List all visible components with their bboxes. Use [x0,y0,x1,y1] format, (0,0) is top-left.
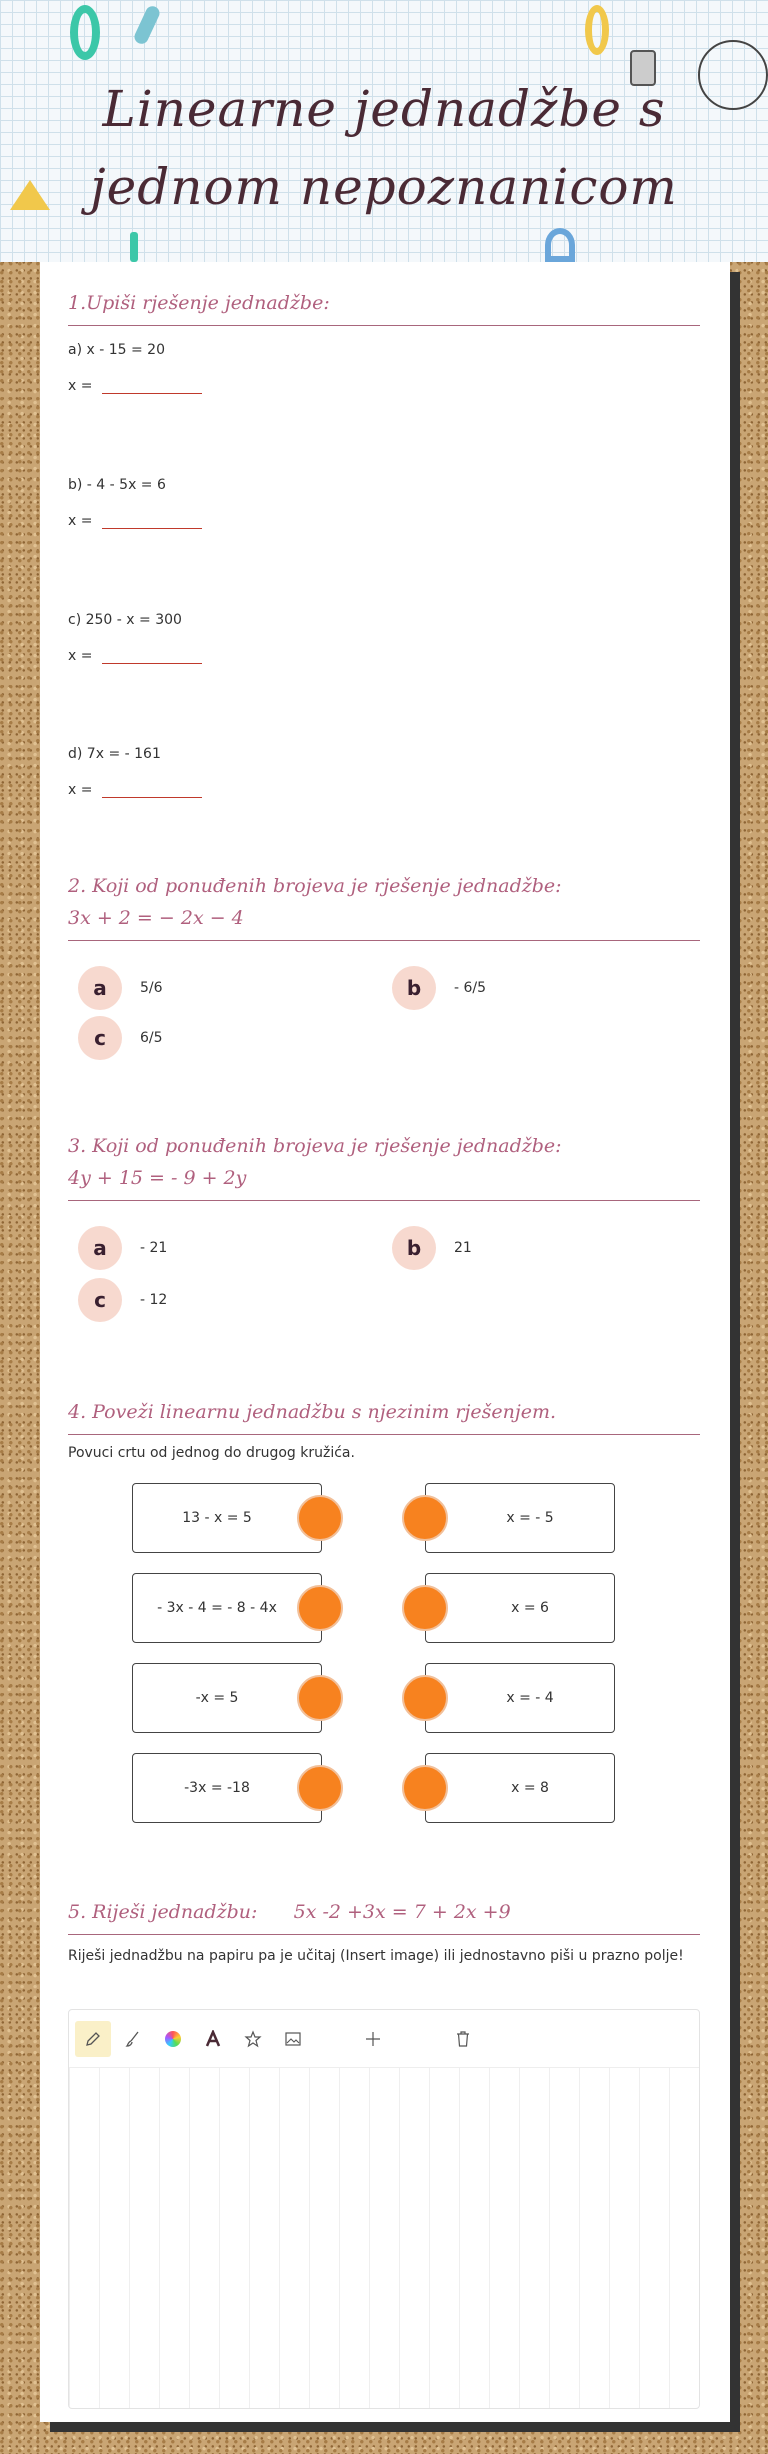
section-equation: 3x + 2 = − 2x − 4 [68,907,244,929]
section-title: 1.Upiši rješenje jednadžbe: [68,287,700,326]
match-text: - 3x - 4 = - 8 - 4x [157,1600,277,1616]
option-text: 21 [454,1240,472,1256]
answer-input[interactable] [102,784,202,798]
option-c[interactable] [78,1016,163,1060]
match-text: x = - 5 [506,1510,554,1526]
section-title: 3. Koji od ponuđenih brojeva je rješenje jednadžbe: [68,1135,562,1157]
option-badge: a [78,1226,122,1270]
answer-label: x = [68,782,93,798]
brush-icon[interactable] [115,2021,151,2057]
option-badge: b [392,1226,436,1270]
section-5 [68,1896,700,1967]
equation: b) - 4 - 5x = 6 [68,477,166,493]
section-3 [68,1130,700,1201]
section-title: 2. Koji od ponuđenih brojeva je rješenje jednadžbe: [68,875,562,897]
match-left-2 [132,1573,322,1643]
drawing-toolbar [69,2010,699,2068]
question-1a [68,342,700,394]
match-text: x = 6 [511,1600,549,1616]
match-text: x = 8 [511,1780,549,1796]
section-title: 5. Riješi jednadžbu: 5x -2 +3x = 7 + 2x +9 [68,1896,700,1935]
option-badge: c [78,1278,122,1322]
answer-label: x = [68,378,93,394]
text-icon[interactable] [195,2021,231,2057]
header-banner [0,0,768,262]
drawing-area[interactable] [68,2009,700,2409]
question-1c [68,612,700,664]
option-text: 6/5 [140,1030,163,1046]
option-b[interactable] [392,1226,472,1270]
section-1 [68,287,700,326]
option-a[interactable] [78,1226,167,1270]
trash-icon[interactable] [445,2021,481,2057]
match-text: -x = 5 [195,1690,239,1706]
option-b[interactable] [392,966,486,1010]
decorative-number-shape [130,232,138,262]
option-text: 5/6 [140,980,163,996]
equation: c) 250 - x = 300 [68,612,182,628]
section-4 [68,1396,700,1461]
question-1b [68,477,700,529]
match-left-1 [132,1483,322,1553]
equation: d) 7x = - 161 [68,746,161,762]
answer-label: x = [68,648,93,664]
star-icon[interactable] [235,2021,271,2057]
pencil-icon[interactable] [75,2021,111,2057]
title-line-1: Linearne jednadžbe s [102,80,666,138]
section-equation: 4y + 15 = - 9 + 2y [68,1167,247,1189]
decorative-number-shape [585,5,609,55]
answer-input[interactable] [102,380,202,394]
connector-dot-left[interactable] [297,1675,343,1721]
match-left-4 [132,1753,322,1823]
move-icon[interactable] [355,2021,391,2057]
connector-dot-right[interactable] [402,1765,448,1811]
title-line-2: jednom nepoznanicom [90,158,678,216]
connector-dot-right[interactable] [402,1495,448,1541]
section-title: 4. Poveži linearnu jednadžbu s njezinim rješenjem. [68,1396,700,1435]
match-text: 13 - x = 5 [182,1510,252,1526]
image-icon[interactable] [275,2021,311,2057]
decorative-number-shape [545,228,575,262]
page-title [0,70,768,226]
match-left-3 [132,1663,322,1733]
question-1d [68,746,700,798]
instruction: Riješi jednadžbu na papiru pa je učitaj (Insert image) ili jednostavno piši u prazno polje! [68,1948,684,1964]
answer-input[interactable] [102,650,202,664]
eraser-shape [132,4,162,46]
connector-dot-right[interactable] [402,1585,448,1631]
match-text: -3x = -18 [184,1780,250,1796]
decorative-number-shape [70,5,100,60]
option-c[interactable] [78,1278,167,1322]
answer-label: x = [68,513,93,529]
match-right-1 [425,1483,615,1553]
connector-dot-left[interactable] [297,1585,343,1631]
option-badge: c [78,1016,122,1060]
connector-dot-left[interactable] [297,1495,343,1541]
section-2 [68,870,700,941]
option-text: - 6/5 [454,980,487,996]
connector-dot-right[interactable] [402,1675,448,1721]
equation: a) x - 15 = 20 [68,342,165,358]
match-text: x = - 4 [506,1690,554,1706]
option-badge: b [392,966,436,1010]
option-a[interactable] [78,966,163,1010]
color-wheel-icon[interactable] [155,2021,191,2057]
match-right-4 [425,1753,615,1823]
instruction: Povuci crtu od jednog do drugog kružića. [68,1445,355,1461]
answer-input[interactable] [102,515,202,529]
match-right-3 [425,1663,615,1733]
option-badge: a [78,966,122,1010]
option-text: - 12 [140,1292,168,1308]
option-text: - 21 [140,1240,168,1256]
worksheet-card [40,262,730,2422]
match-right-2 [425,1573,615,1643]
connector-dot-left[interactable] [297,1765,343,1811]
drawing-canvas[interactable] [69,2068,699,2409]
